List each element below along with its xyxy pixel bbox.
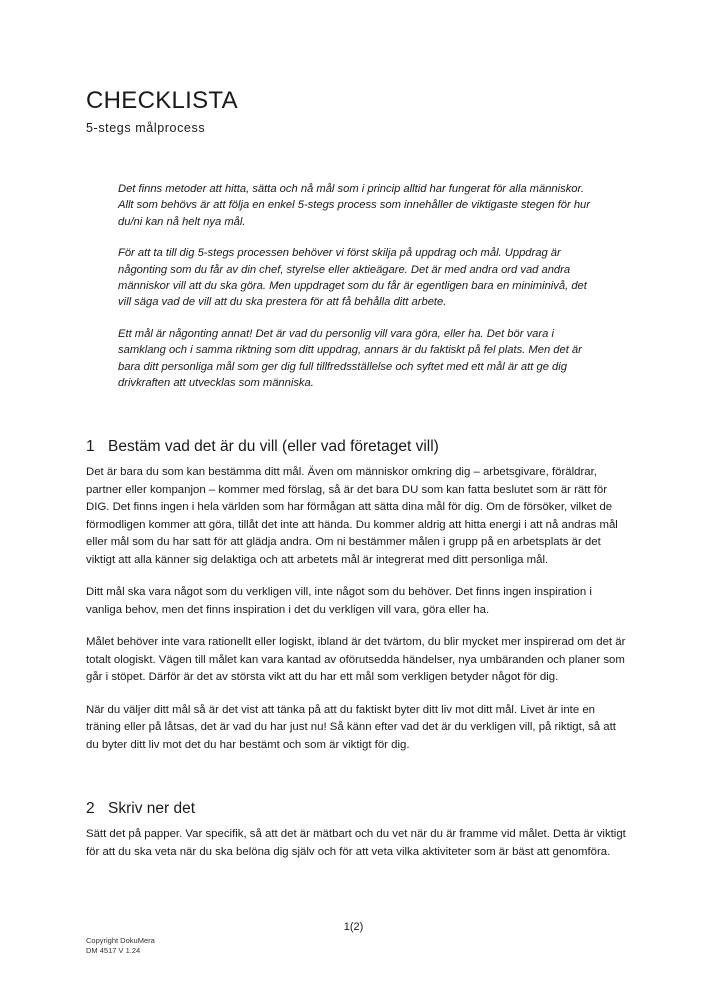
section-number: 1 [86, 438, 95, 455]
section-paragraph: Det är bara du som kan bestämma ditt mål. Även om människor omkring dig – arbetsgivare, föräldrar, partner eller kompanjon – kommer med förslag, så är det bara DU som kan fatta beslutet som är rätt för DIG. Det finns ingen i hela världen som har förmågan att sätta dina mål för dig. Om de försöker, vilket de förmodligen kommer att göra, tillåt det inte att hända. Du kommer aldrig att hitta energi i att nå andras mål eller mål som du har satt för att glädja andra. Om ni bestämmer målen i grupp på en arbetsplats är det viktigt att alla känner sig delaktiga och att arbetets mål är integrerat med ditt personliga mål. [86, 466, 618, 566]
section-1 [86, 437, 626, 769]
page-number: 1(2) [343, 921, 364, 933]
section-heading [86, 799, 626, 819]
footer-copyright: Copyright DokuMera [86, 936, 155, 945]
section-heading [86, 437, 626, 457]
intro-paragraph: Det finns metoder att hitta, sätta och nå mål som i princip alltid har fungerat för alla människor. Allt som behövs är att följa en enkel 5-stegs process som innehåller de viktigaste stegen för hur du/ni kan nå helt nya mål. [118, 183, 590, 228]
section-2 [86, 799, 626, 876]
section-paragraph: När du väljer ditt mål så är det vist att tänka på att du faktiskt byter ditt liv mot ditt mål. Livet är inte en träning eller på låtsas, det är vad du har just nu! Så känn efter vad det är du verkligen vill, på riktigt, så att du byter ditt liv mot det du har bestämt och som är viktigt för dig. [86, 703, 616, 751]
page-title: CHECKLISTA [86, 87, 238, 114]
page-subtitle: 5-stegs målprocess [86, 121, 206, 135]
intro-paragraph: För att ta till dig 5-stegs processen behöver vi först skilja på uppdrag och mål. Uppdrag är någonting som du får av din chef, styrelse eller aktieägare. Det är med andra ord vad andra människor vill att du ska göra. Men uppdraget som du får är egentligen bara en miniminivå, det vill säga vad de vill att du ska prestera för att få behålla ditt arbete. [118, 247, 587, 309]
section-paragraph: Målet behöver inte vara rationellt eller logiskt, ibland är det tvärtom, du blir mycket mer inspirerad om det är totalt ologiskt. Vägen till målet kan vara kantad av oförutsedda händelser, nya umbäranden och planer som går i stöpet. Därför är det av största vikt att du har ett mål som verkligen betyder något för dig. [86, 636, 626, 683]
section-paragraph: Sätt det på papper. Var specifik, så att det är mätbart och du vet när du är framme vid målet. Detta är viktigt för att du ska veta när du ska belöna dig själv och för att veta vilka aktiviteter som är bäst att genomföra. [86, 828, 626, 858]
intro-paragraph: Ett mål är någonting annat! Det är vad du personlig vill vara göra, eller ha. Det bör vara i samklang och i samma riktning som ditt uppdrag, annars är du faktiskt på fel plats. Men det är bara ditt personliga mål som ger dig full tillfredsställelse och syftet med ett mål är att ge dig drivkraften att utvecklas som människa. [118, 327, 582, 390]
section-paragraph: Ditt mål ska vara något som du verkligen vill, inte något som du behöver. Det finns ingen inspiration i vanliga behov, men det finns inspiration i det du verkligen vill vara, göra eller ha. [86, 586, 592, 616]
footer-doc-id: DM 4517 V 1.24 [86, 946, 141, 955]
section-heading-text: Bestäm vad det är du vill (eller vad företaget vill) [108, 438, 439, 455]
footer [86, 936, 155, 956]
section-heading-text: Skriv ner det [108, 800, 196, 817]
intro-block [118, 181, 596, 406]
section-number: 2 [86, 800, 95, 817]
